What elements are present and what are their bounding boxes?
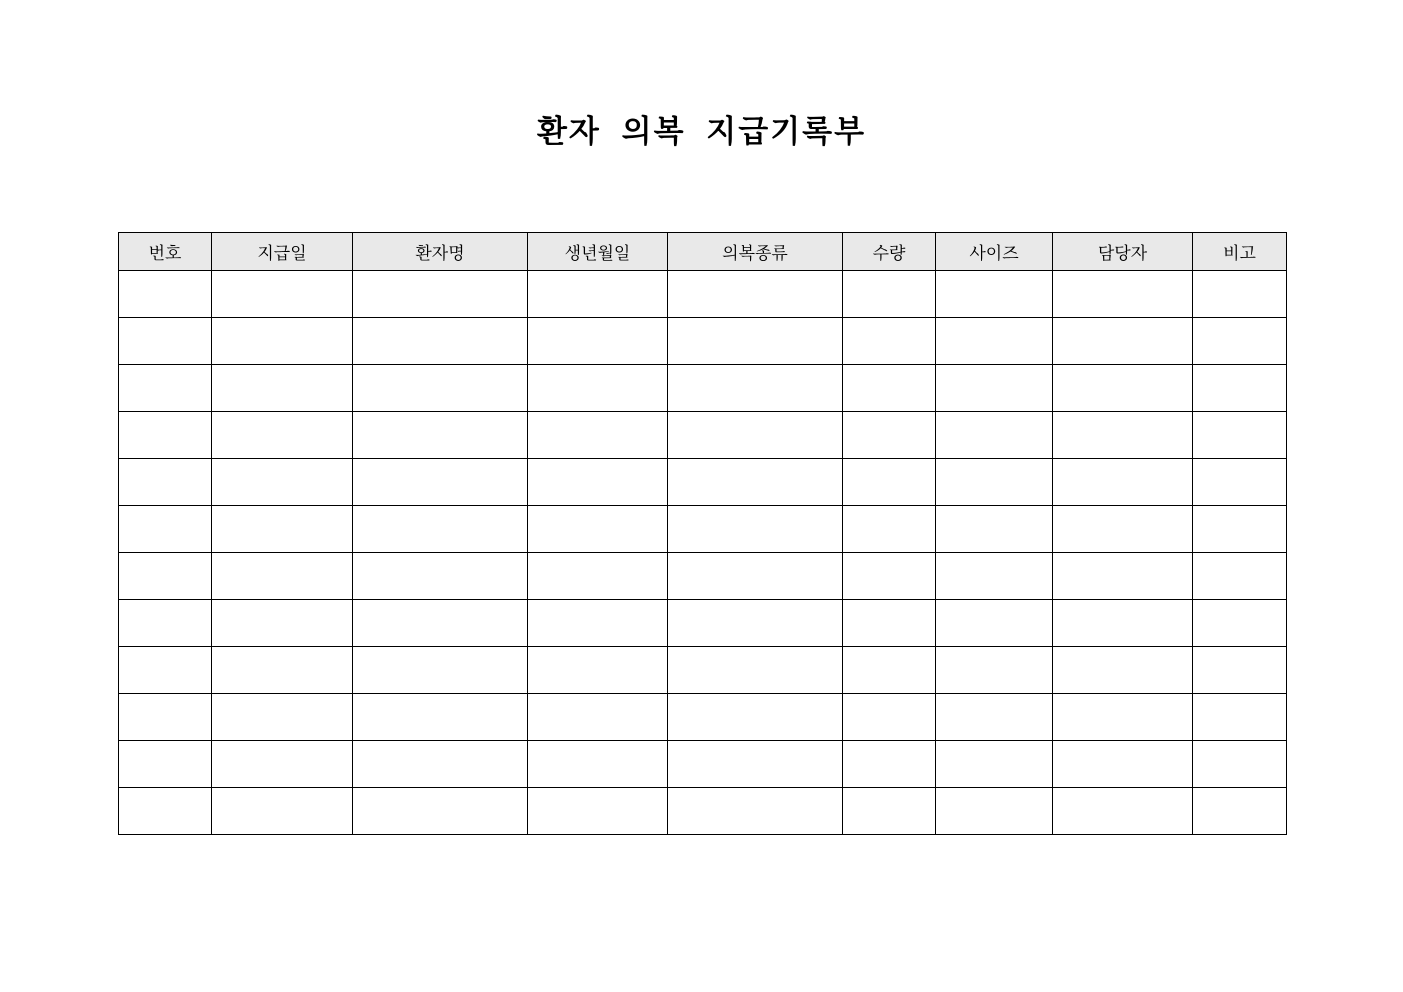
column-header-number: 번호 <box>119 233 212 271</box>
table-row <box>119 365 1287 412</box>
cell-remarks[interactable] <box>1193 553 1287 600</box>
cell-staff[interactable] <box>1053 647 1193 694</box>
cell-birth-date[interactable] <box>528 412 668 459</box>
cell-remarks[interactable] <box>1193 459 1287 506</box>
cell-staff[interactable] <box>1053 365 1193 412</box>
cell-clothing-type[interactable] <box>668 271 843 318</box>
cell-number[interactable] <box>119 788 212 835</box>
cell-remarks[interactable] <box>1193 741 1287 788</box>
cell-quantity[interactable] <box>843 647 936 694</box>
cell-size[interactable] <box>936 741 1053 788</box>
cell-quantity[interactable] <box>843 412 936 459</box>
cell-issue-date[interactable] <box>212 412 353 459</box>
cell-quantity[interactable] <box>843 459 936 506</box>
cell-size[interactable] <box>936 271 1053 318</box>
cell-clothing-type[interactable] <box>668 365 843 412</box>
cell-patient-name[interactable] <box>353 788 528 835</box>
cell-number[interactable] <box>119 600 212 647</box>
page-title: 환자 의복 지급기록부 <box>536 114 867 150</box>
cell-number[interactable] <box>119 412 212 459</box>
cell-staff[interactable] <box>1053 788 1193 835</box>
cell-size[interactable] <box>936 318 1053 365</box>
cell-patient-name[interactable] <box>353 412 528 459</box>
cell-remarks[interactable] <box>1193 271 1287 318</box>
cell-clothing-type[interactable] <box>668 506 843 553</box>
cell-clothing-type[interactable] <box>668 647 843 694</box>
cell-patient-name[interactable] <box>353 553 528 600</box>
table-body <box>119 271 1287 835</box>
cell-clothing-type[interactable] <box>668 318 843 365</box>
cell-remarks[interactable] <box>1193 365 1287 412</box>
cell-quantity[interactable] <box>843 506 936 553</box>
cell-staff[interactable] <box>1053 741 1193 788</box>
cell-clothing-type[interactable] <box>668 459 843 506</box>
column-header-clothing-type: 의복종류 <box>668 233 843 271</box>
cell-birth-date[interactable] <box>528 506 668 553</box>
column-header-quantity: 수량 <box>843 233 936 271</box>
cell-clothing-type[interactable] <box>668 553 843 600</box>
cell-issue-date[interactable] <box>212 271 353 318</box>
table-row <box>119 459 1287 506</box>
cell-size[interactable] <box>936 694 1053 741</box>
header-row <box>119 233 1287 271</box>
column-header-staff: 담당자 <box>1053 233 1193 271</box>
cell-birth-date[interactable] <box>528 365 668 412</box>
cell-staff[interactable] <box>1053 694 1193 741</box>
table-row <box>119 553 1287 600</box>
cell-size[interactable] <box>936 459 1053 506</box>
cell-quantity[interactable] <box>843 694 936 741</box>
cell-patient-name[interactable] <box>353 600 528 647</box>
cell-clothing-type[interactable] <box>668 412 843 459</box>
cell-patient-name[interactable] <box>353 506 528 553</box>
cell-birth-date[interactable] <box>528 600 668 647</box>
cell-patient-name[interactable] <box>353 365 528 412</box>
cell-number[interactable] <box>119 459 212 506</box>
cell-remarks[interactable] <box>1193 600 1287 647</box>
table-row <box>119 506 1287 553</box>
cell-issue-date[interactable] <box>212 788 353 835</box>
clothing-record-table <box>118 232 1287 835</box>
cell-size[interactable] <box>936 600 1053 647</box>
cell-birth-date[interactable] <box>528 788 668 835</box>
cell-quantity[interactable] <box>843 318 936 365</box>
cell-size[interactable] <box>936 412 1053 459</box>
cell-size[interactable] <box>936 506 1053 553</box>
cell-quantity[interactable] <box>843 600 936 647</box>
cell-issue-date[interactable] <box>212 600 353 647</box>
cell-birth-date[interactable] <box>528 741 668 788</box>
table-row <box>119 694 1287 741</box>
cell-clothing-type[interactable] <box>668 788 843 835</box>
cell-quantity[interactable] <box>843 553 936 600</box>
cell-issue-date[interactable] <box>212 506 353 553</box>
cell-size[interactable] <box>936 788 1053 835</box>
cell-size[interactable] <box>936 553 1053 600</box>
cell-patient-name[interactable] <box>353 647 528 694</box>
cell-issue-date[interactable] <box>212 553 353 600</box>
cell-remarks[interactable] <box>1193 318 1287 365</box>
cell-birth-date[interactable] <box>528 647 668 694</box>
cell-birth-date[interactable] <box>528 553 668 600</box>
cell-birth-date[interactable] <box>528 318 668 365</box>
cell-remarks[interactable] <box>1193 506 1287 553</box>
cell-patient-name[interactable] <box>353 459 528 506</box>
cell-number[interactable] <box>119 741 212 788</box>
table-row <box>119 271 1287 318</box>
cell-clothing-type[interactable] <box>668 741 843 788</box>
column-header-remarks: 비고 <box>1193 233 1287 271</box>
column-header-size: 사이즈 <box>936 233 1053 271</box>
cell-number[interactable] <box>119 506 212 553</box>
cell-remarks[interactable] <box>1193 788 1287 835</box>
column-header-issue-date: 지급일 <box>212 233 353 271</box>
table-row <box>119 600 1287 647</box>
cell-issue-date[interactable] <box>212 694 353 741</box>
cell-issue-date[interactable] <box>212 365 353 412</box>
table-row <box>119 318 1287 365</box>
cell-staff[interactable] <box>1053 600 1193 647</box>
cell-staff[interactable] <box>1053 506 1193 553</box>
table-row <box>119 412 1287 459</box>
column-header-patient-name: 환자명 <box>353 233 528 271</box>
cell-staff[interactable] <box>1053 318 1193 365</box>
cell-staff[interactable] <box>1053 271 1193 318</box>
table-row <box>119 788 1287 835</box>
cell-remarks[interactable] <box>1193 694 1287 741</box>
cell-number[interactable] <box>119 318 212 365</box>
cell-number[interactable] <box>119 694 212 741</box>
cell-quantity[interactable] <box>843 365 936 412</box>
cell-staff[interactable] <box>1053 412 1193 459</box>
column-header-birth-date: 생년월일 <box>528 233 668 271</box>
cell-issue-date[interactable] <box>212 647 353 694</box>
cell-staff[interactable] <box>1053 553 1193 600</box>
cell-quantity[interactable] <box>843 788 936 835</box>
cell-patient-name[interactable] <box>353 318 528 365</box>
cell-staff[interactable] <box>1053 459 1193 506</box>
cell-remarks[interactable] <box>1193 412 1287 459</box>
cell-quantity[interactable] <box>843 741 936 788</box>
cell-issue-date[interactable] <box>212 318 353 365</box>
cell-number[interactable] <box>119 271 212 318</box>
cell-number[interactable] <box>119 647 212 694</box>
table-row <box>119 741 1287 788</box>
cell-clothing-type[interactable] <box>668 600 843 647</box>
cell-size[interactable] <box>936 647 1053 694</box>
cell-patient-name[interactable] <box>353 741 528 788</box>
cell-patient-name[interactable] <box>353 271 528 318</box>
cell-birth-date[interactable] <box>528 459 668 506</box>
cell-issue-date[interactable] <box>212 459 353 506</box>
cell-number[interactable] <box>119 365 212 412</box>
cell-remarks[interactable] <box>1193 647 1287 694</box>
cell-birth-date[interactable] <box>528 271 668 318</box>
cell-birth-date[interactable] <box>528 694 668 741</box>
cell-clothing-type[interactable] <box>668 694 843 741</box>
table-header <box>119 233 1287 271</box>
cell-patient-name[interactable] <box>353 694 528 741</box>
table-row <box>119 647 1287 694</box>
cell-quantity[interactable] <box>843 271 936 318</box>
cell-issue-date[interactable] <box>212 741 353 788</box>
cell-number[interactable] <box>119 553 212 600</box>
cell-size[interactable] <box>936 365 1053 412</box>
